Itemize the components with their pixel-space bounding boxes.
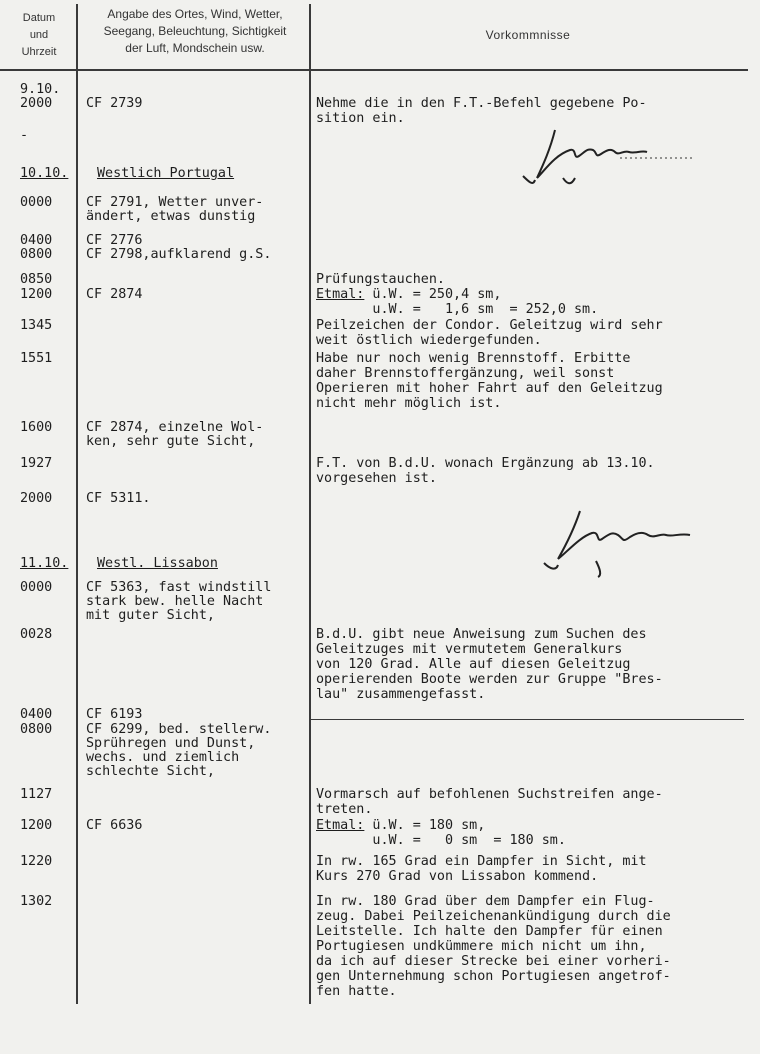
event-entry: Habe nur noch wenig Brennstoff. Erbitte bbox=[316, 351, 631, 366]
place-entry: Westlich Portugal bbox=[97, 166, 235, 181]
event-entry: sition ein. bbox=[316, 111, 405, 126]
date-entry: 0800 bbox=[20, 722, 53, 737]
event-entry: Prüfungstauchen. bbox=[316, 272, 445, 287]
event-entry: fen hatte. bbox=[316, 984, 397, 999]
header-time-label: Uhrzeit bbox=[21, 46, 57, 58]
signature-1 bbox=[515, 120, 695, 195]
signature-2 bbox=[540, 505, 720, 580]
place-entry: CF 5363, fast windstill bbox=[86, 580, 272, 595]
header-divider bbox=[0, 69, 748, 71]
event-entry: u.W. = 0 sm = 180 sm. bbox=[316, 833, 566, 848]
date-entry: 0000 bbox=[20, 580, 53, 595]
date-entry: 0800 bbox=[20, 247, 53, 262]
column-divider-2 bbox=[309, 4, 311, 1004]
date-entry: 0400 bbox=[20, 707, 53, 722]
header-place-line-2: Seegang, Beleuchtung, Sichtigkeit bbox=[103, 24, 287, 38]
place-entry: Westl. Lissabon bbox=[97, 556, 218, 571]
place-entry: CF 2798,aufklarend g.S. bbox=[86, 247, 272, 262]
place-entry: wechs. und ziemlich bbox=[86, 750, 240, 765]
place-entry: Sprühregen und Dunst, bbox=[86, 736, 256, 751]
place-entry: CF 2776 bbox=[86, 233, 143, 248]
place-entry: CF 2874, einzelne Wol- bbox=[86, 420, 264, 435]
event-entry: von 120 Grad. Alle auf diesen Geleitzug bbox=[316, 657, 631, 672]
place-entry: ken, sehr gute Sicht, bbox=[86, 434, 256, 449]
date-entry: 1220 bbox=[20, 854, 53, 869]
header-place-line-1: Angabe des Ortes, Wind, Wetter, bbox=[107, 7, 283, 21]
date-entry: 1600 bbox=[20, 420, 53, 435]
date-entry: - bbox=[20, 128, 29, 143]
date-entry: 10.10. bbox=[20, 166, 69, 181]
event-entry: Kurs 270 Grad von Lissabon kommend. bbox=[316, 869, 599, 884]
date-entry: 1127 bbox=[20, 787, 53, 802]
event-entry: Peilzeichen der Condor. Geleitzug wird sehr bbox=[316, 318, 663, 333]
event-entry: u.W. = 1,6 sm = 252,0 sm. bbox=[316, 302, 599, 317]
event-entry: F.T. von B.d.U. wonach Ergänzung ab 13.10. bbox=[316, 456, 655, 471]
date-entry: 1200 bbox=[20, 287, 53, 302]
event-entry: treten. bbox=[316, 802, 373, 817]
event-entry: zeug. Dabei Peilzeichenankündigung durch die bbox=[316, 909, 671, 924]
event-entry: Etmal: ü.W. = 180 sm, bbox=[316, 818, 486, 833]
event-entry: In rw. 180 Grad über dem Dampfer ein Flug- bbox=[316, 894, 655, 909]
place-entry: CF 2739 bbox=[86, 96, 143, 111]
event-entry: Etmal: ü.W. = 250,4 sm, bbox=[316, 287, 502, 302]
place-entry: stark bew. helle Nacht bbox=[86, 594, 264, 609]
date-entry: 1927 bbox=[20, 456, 53, 471]
place-entry: mit guter Sicht, bbox=[86, 608, 215, 623]
date-entry: 1302 bbox=[20, 894, 53, 909]
column-divider-1 bbox=[76, 4, 78, 1004]
header-place-line-3: der Luft, Mondschein usw. bbox=[125, 41, 265, 55]
event-entry: weit östlich wiedergefunden. bbox=[316, 333, 542, 348]
event-entry: Operieren mit hoher Fahrt auf den Geleitzug bbox=[316, 381, 663, 396]
event-entry: Leitstelle. Ich halte den Dampfer für einen bbox=[316, 924, 663, 939]
event-entry: da ich auf dieser Strecke bei einer vorheri- bbox=[316, 954, 671, 969]
date-entry: 2000 bbox=[20, 96, 53, 111]
date-entry: 11.10. bbox=[20, 556, 69, 571]
place-entry: CF 2874 bbox=[86, 287, 143, 302]
date-entry: 1200 bbox=[20, 818, 53, 833]
row-divider bbox=[310, 719, 744, 720]
date-entry: 0028 bbox=[20, 627, 53, 642]
event-entry: Geleitzuges mit vermutetem Generalkurs bbox=[316, 642, 623, 657]
event-entry: lau" zusammengefasst. bbox=[316, 687, 486, 702]
event-entry: B.d.U. gibt neue Anweisung zum Suchen des bbox=[316, 627, 647, 642]
header-events-column: Vorkommnisse bbox=[485, 28, 571, 42]
place-entry: CF 2791, Wetter unver- bbox=[86, 195, 264, 210]
date-entry: 0000 bbox=[20, 195, 53, 210]
event-entry: gen Unternehmung schon Portugiesen angetrof- bbox=[316, 969, 671, 984]
event-entry: daher Brennstoffergänzung, weil sonst bbox=[316, 366, 615, 381]
event-entry: vorgesehen ist. bbox=[316, 471, 437, 486]
date-entry: 0850 bbox=[20, 272, 53, 287]
event-entry: Nehme die in den F.T.-Befehl gegebene Po- bbox=[316, 96, 647, 111]
header-date-column bbox=[10, 10, 68, 61]
header-place-column bbox=[82, 6, 308, 57]
event-entry: operierenden Boote werden zur Gruppe "Bres- bbox=[316, 672, 663, 687]
place-entry: ändert, etwas dunstig bbox=[86, 209, 256, 224]
date-entry: 1551 bbox=[20, 351, 53, 366]
date-entry: 2000 bbox=[20, 491, 53, 506]
place-entry: schlechte Sicht, bbox=[86, 764, 215, 779]
date-entry: 0400 bbox=[20, 233, 53, 248]
event-entry: In rw. 165 Grad ein Dampfer in Sicht, mit bbox=[316, 854, 647, 869]
place-entry: CF 5311. bbox=[86, 491, 151, 506]
date-entry: 9.10. bbox=[20, 82, 61, 97]
header-und-label: und bbox=[29, 29, 49, 41]
event-entry: nicht mehr möglich ist. bbox=[316, 396, 502, 411]
header-date-label: Datum bbox=[22, 12, 56, 24]
event-entry: Portugiesen undkümmere mich nicht um ihn, bbox=[316, 939, 647, 954]
place-entry: CF 6636 bbox=[86, 818, 143, 833]
event-entry: Vormarsch auf befohlenen Suchstreifen ange- bbox=[316, 787, 663, 802]
date-entry: 1345 bbox=[20, 318, 53, 333]
place-entry: CF 6299, bed. stellerw. bbox=[86, 722, 272, 737]
place-entry: CF 6193 bbox=[86, 707, 143, 722]
